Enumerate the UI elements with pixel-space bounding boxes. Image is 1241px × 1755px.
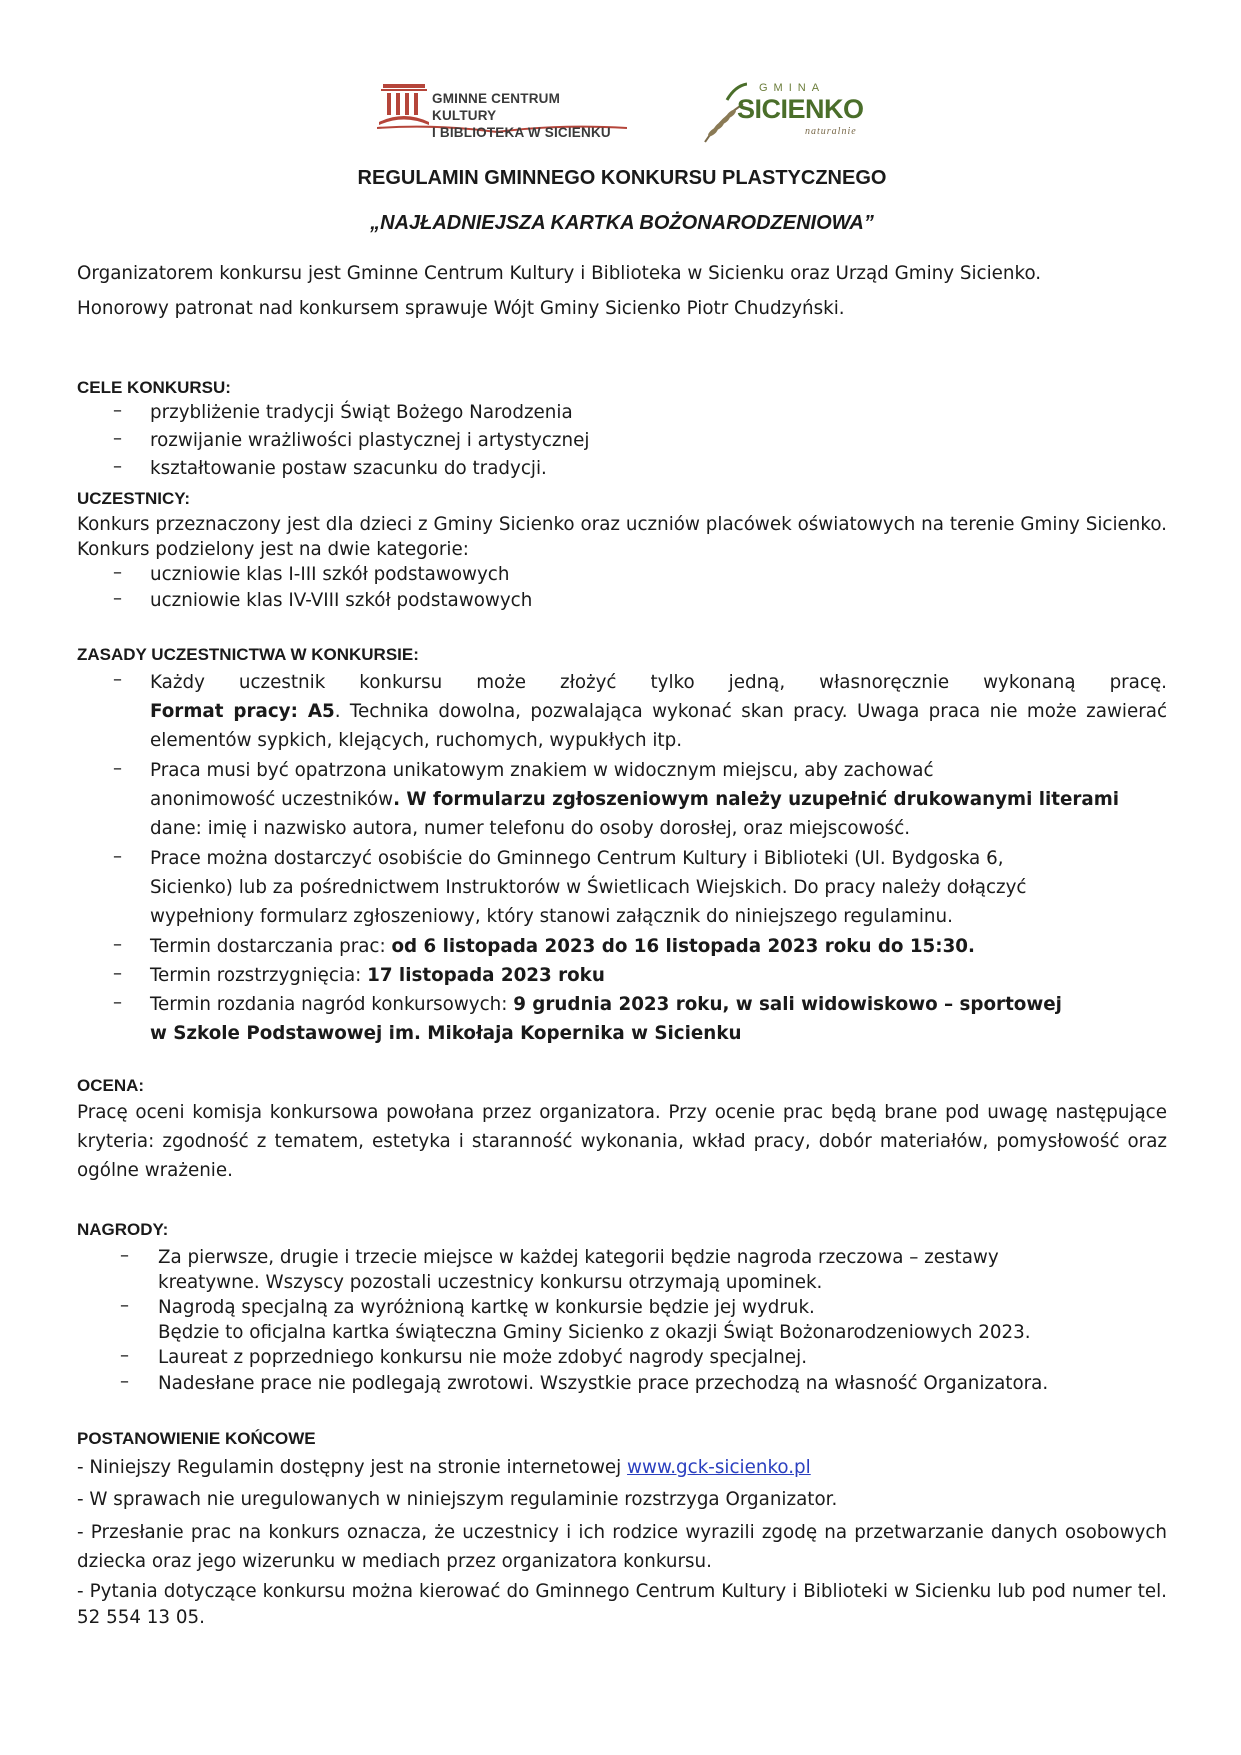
- list-dash: –: [113, 669, 122, 690]
- awards-label: Termin rozdania nagród konkursowych:: [150, 994, 514, 1015]
- deadline-label: Termin dostarczania prac:: [150, 936, 392, 957]
- zasady-item2-line1: Praca musi być opatrzona unikatowym znakiem w widocznym miejscu, aby zachować: [150, 760, 934, 781]
- format-label: Format pracy: A5: [150, 701, 335, 722]
- zasady-resolution: [150, 963, 605, 989]
- list-dash: –: [120, 1245, 129, 1266]
- ocena-text: Pracę oceni komisja konkursowa powołana przez organizatora. Przy ocenie prac będą brane pod uwagę następujące kryteria: zgodność z tematem, estetyka i staranność wykonania, wkład pracy, dobór materiałów, pomysłowość oraz ogólne wrażenie.: [77, 1102, 1167, 1181]
- uczestnicy-heading: UCZESTNICY:: [77, 489, 191, 508]
- zasady-item1-line1: Każdy uczestnik konkursu może złożyć tylko jedną, własnoręcznie wykonaną pracę.: [150, 672, 1167, 693]
- cele-item: przybliżenie tradycji Świąt Bożego Narodzenia: [150, 402, 573, 423]
- deadline-value: od 6 listopada 2023 do 16 listopada 2023 roku do 15:30.: [391, 936, 975, 957]
- uczestnicy-item: uczniowie klas IV-VIII szkół podstawowych: [150, 590, 533, 611]
- uczestnicy-item: uczniowie klas I-III szkół podstawowych: [150, 564, 510, 585]
- list-dash: –: [120, 1371, 129, 1392]
- document-subtitle: „NAJŁADNIEJSZA KARTKA BOŻONARODZENIOWA”: [370, 212, 874, 234]
- intro-organizer: Organizatorem konkursu jest Gminne Centrum Kultury i Biblioteka w Sicienku oraz Urząd Gminy Sicienko.: [77, 263, 1042, 284]
- nagrody-item2-line1: Nagrodą specjalną za wyróżnioną kartkę w konkursie będzie jej wydruk.: [158, 1297, 815, 1318]
- nagrody-item1-line1: Za pierwsze, drugie i trzecie miejsce w każdej kategorii będzie nagroda rzeczowa – zestawy: [158, 1247, 999, 1268]
- nagrody-item3: Laureat z poprzedniego konkursu nie może zdobyć nagrody specjalnej.: [158, 1347, 808, 1368]
- awards-place: w Szkole Podstawowej im. Mikołaja Kopernika w Sicienku: [150, 1023, 742, 1044]
- nagrody-item1-line2: kreatywne. Wszyscy pozostali uczestnicy konkursu otrzymają upominek.: [158, 1272, 823, 1293]
- gck-logo-line1: GMINNE CENTRUM KULTURY: [432, 91, 561, 123]
- website-text: - Niniejszy Regulamin dostępny jest na stronie internetowej: [77, 1457, 628, 1478]
- list-dash: –: [113, 934, 122, 955]
- list-dash: –: [113, 588, 122, 609]
- postanowienie-p4: - Pytania dotyczące konkursu można kierować do Gminnego Centrum Kultury i Biblioteki w Sicienku lub pod numer tel. 52 554 13 05.: [77, 1581, 1167, 1628]
- nagrody-item2-line2: Będzie to oficjalna kartka świąteczna Gminy Sicienko z okazji Świąt Bożonarodzeniowych 2023.: [158, 1322, 1031, 1343]
- ocena-heading: OCENA:: [77, 1076, 145, 1095]
- list-dash: –: [113, 400, 122, 421]
- nagrody-item4: Nadesłane prace nie podlegają zwrotowi. Wszystkie prace przechodzą na własność Organizatora.: [158, 1373, 1049, 1394]
- zasady-item2-line2: [150, 787, 1119, 813]
- list-dash: –: [113, 456, 122, 477]
- gck-logo-line2: I BIBLIOTEKA W SICIENKU: [432, 125, 611, 140]
- resolution-value: 17 listopada 2023 roku: [367, 965, 605, 986]
- list-dash: –: [113, 992, 122, 1013]
- zasady-item3-line2: Sicienko) lub za pośrednictwem Instruktorów w Świetlicach Wiejskich. Do pracy należy dołączyć: [150, 877, 1027, 898]
- gmina-tagline: naturalnie: [805, 126, 857, 137]
- document-title: REGULAMIN GMINNEGO KONKURSU PLASTYCZNEGO: [357, 167, 887, 189]
- uczestnicy-text: Konkurs przeznaczony jest dla dzieci z Gminy Sicienko oraz uczniów placówek oświatowych na terenie Gminy Sicienko. Konkurs podzielony jest na dwie kategorie:: [77, 514, 1167, 560]
- zasady-item2-line3: dane: imię i nazwisko autora, numer telefonu do osoby dorosłej, oraz miejscowość.: [150, 818, 911, 839]
- gmina-label: GMINA: [759, 82, 826, 94]
- zasady-item3-line3: wypełniony formularz zgłoszeniowy, który stanowi załącznik do niniejszego regulaminu.: [150, 906, 953, 927]
- list-dash: –: [120, 1345, 129, 1366]
- header-logos: [77, 80, 1167, 150]
- gmina-sicienko-logo: [697, 80, 867, 150]
- postanowienie-p2: - W sprawach nie uregulowanych w niniejszym regulaminie rozstrzyga Organizator.: [77, 1489, 838, 1510]
- zasady-heading: ZASADY UCZESTNICTWA W KONKURSIE:: [77, 645, 419, 664]
- gmina-name: SICIENKO: [737, 94, 864, 124]
- postanowienie-heading: POSTANOWIENIE KOŃCOWE: [77, 1429, 316, 1448]
- format-rest: . Technika dowolna, pozwalająca wykonać skan pracy. Uwaga praca nie może zawierać elementów sypkich, klejących, ruchomych, wypukłych itp.: [150, 701, 1168, 751]
- postanowienie-p1: [77, 1455, 811, 1481]
- anonymity-text: anonimowość uczestników: [150, 789, 394, 810]
- zasady-awards-date: [150, 992, 1062, 1018]
- cele-heading: CELE KONKURSU:: [77, 378, 231, 397]
- zasady-awards-place: [150, 1021, 742, 1047]
- gck-logo: [377, 80, 627, 142]
- website-link[interactable]: www.gck-sicienko.pl: [627, 1457, 811, 1478]
- list-dash: –: [113, 963, 122, 984]
- form-instructions: . W formularzu zgłoszeniowym należy uzupełnić drukowanymi literami: [393, 789, 1120, 810]
- list-dash: –: [120, 1295, 129, 1316]
- zasady-item3-line1: Prace można dostarczyć osobiście do Gminnego Centrum Kultury i Biblioteki (Ul. Bydgoska 6,: [150, 848, 1004, 869]
- cele-item: kształtowanie postaw szacunku do tradycji.: [150, 458, 547, 479]
- nagrody-heading: NAGRODY:: [77, 1220, 169, 1239]
- postanowienie-p3: - Przesłanie prac na konkurs oznacza, że uczestnicy i ich rodzice wyrazili zgodę na przetwarzanie danych osobowych dziecka oraz jego wizerunku w mediach przez organizatora konkursu.: [77, 1522, 1167, 1572]
- cele-item: rozwijanie wrażliwości plastycznej i artystycznej: [150, 430, 590, 451]
- resolution-label: Termin rozstrzygnięcia:: [150, 965, 368, 986]
- list-dash: –: [113, 428, 122, 449]
- zasady-deadline: [150, 934, 975, 960]
- list-dash: –: [113, 758, 122, 779]
- zasady-item1-rest: [150, 698, 1167, 755]
- list-dash: –: [113, 846, 122, 867]
- gck-logo-text: [432, 90, 627, 141]
- awards-value: 9 grudnia 2023 roku, w sali widowiskowo – sportowej: [513, 994, 1062, 1015]
- intro-patronage: Honorowy patronat nad konkursem sprawuje Wójt Gminy Sicienko Piotr Chudzyński.: [77, 298, 845, 319]
- list-dash: –: [113, 562, 122, 583]
